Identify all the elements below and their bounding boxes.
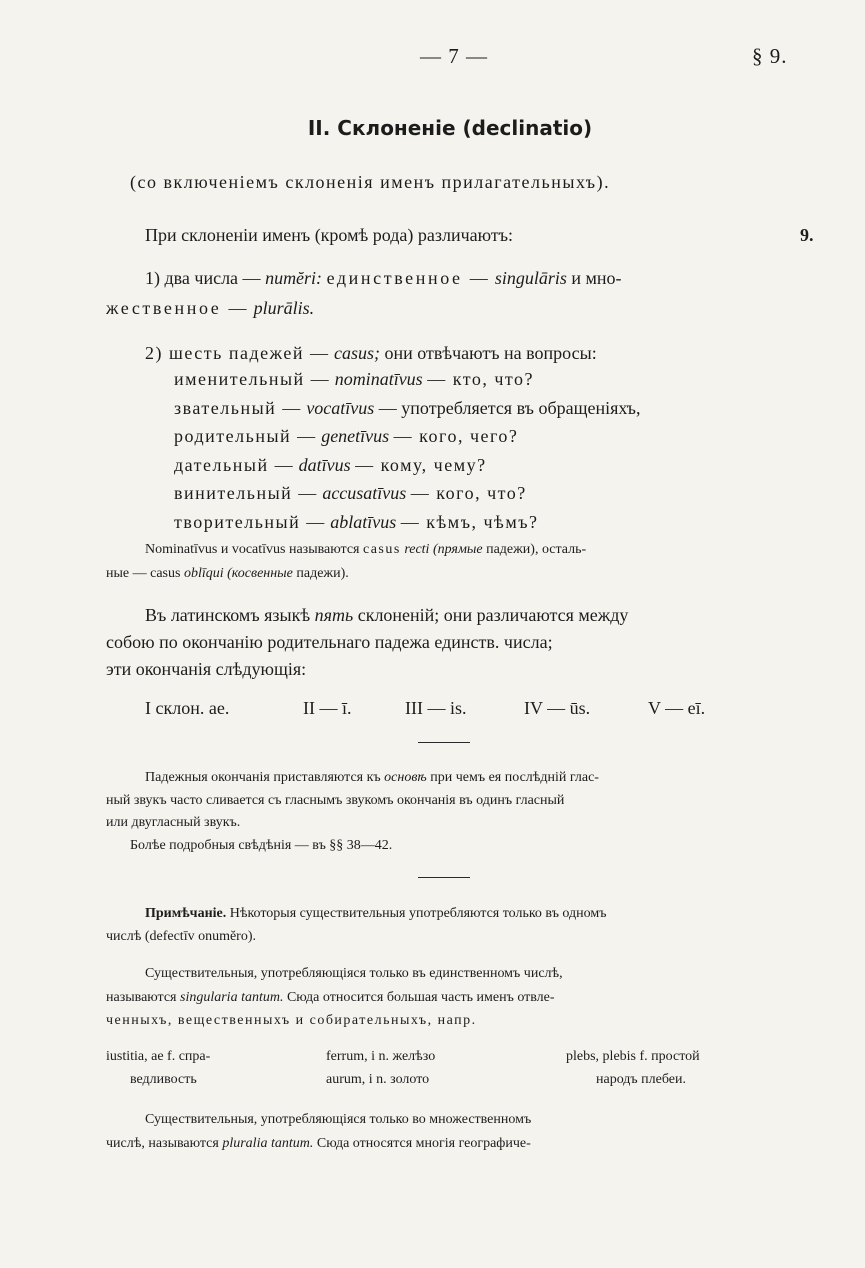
case-name-ru: винительный — [174, 483, 318, 503]
latin-term: oblīqui [183, 566, 224, 581]
five-text: склоненій; они различаются между [357, 605, 629, 625]
page-number: — 7 — [420, 44, 488, 68]
case-name-la: genetīvus [321, 426, 390, 446]
cases-text: они отвѣчаютъ на вопросы: [384, 343, 597, 363]
case-name-ru: звательный — [174, 397, 302, 418]
numbers-line-1 [145, 268, 622, 289]
pluralia-line-1: Существительныя, употребляющіяся только во множественномъ [145, 1112, 532, 1127]
emphasis: пять [314, 605, 354, 625]
latin-term: singulāris [494, 268, 567, 288]
case-name-la: accusatīvus [322, 483, 407, 503]
declension-5: V — eī. [648, 698, 706, 718]
endings-line-1 [145, 770, 599, 786]
example-3-line-1: plebs, plebis f. простой [566, 1049, 700, 1064]
declension-3: III — is. [405, 698, 467, 718]
five-text: Въ латинскомъ языкѣ [145, 605, 311, 625]
latin-term: plurālis. [253, 298, 315, 318]
five-line-3: эти окончанія слѣдующія: [106, 659, 307, 679]
declension-4: IV — ūs. [524, 698, 591, 718]
five-line-1 [145, 605, 628, 626]
cases-list [174, 365, 640, 536]
case-question: — кѣмъ, чѣмъ? [400, 511, 539, 532]
numbers-text: 1) два числа — [145, 268, 261, 288]
singularia-text: Сюда относится большая часть именъ отвле- [286, 990, 555, 1005]
chapter-title: II. Склоненіе (declinatio) [307, 116, 593, 140]
case-name-ru: родительный — [174, 426, 317, 446]
case-name-la: nominatīvus [334, 369, 423, 389]
note-text: Nominatīvus и vocatīvus называются [145, 542, 360, 557]
example-2-line-2: aurum, i n. золото [326, 1072, 430, 1087]
note-text: падежи). [296, 566, 349, 581]
endings-line-3: или двугласный звукъ. [106, 815, 241, 830]
case-question: — употребляется въ обращеніяхъ, [378, 397, 641, 418]
case-row [174, 365, 640, 394]
case-name-ru: творительный — [174, 511, 326, 532]
latin-term: recti [404, 542, 430, 557]
singularia-text: называются [106, 990, 177, 1005]
example-1-line-1: iustitia, ae f. спра- [106, 1049, 211, 1064]
case-question: — кто, что? [427, 369, 534, 389]
case-name-la: ablatīvus [330, 511, 397, 532]
declension-1: I склон. ae. [145, 698, 230, 718]
section-number: § 9. [752, 44, 788, 68]
divider [418, 742, 470, 743]
cases-text: 2) шесть падежей — [145, 343, 330, 363]
case-name-la: vocatīvus [306, 397, 375, 418]
pluralia-text: числѣ, называются [106, 1136, 219, 1151]
example-2-line-1: ferrum, i n. желѣзо [326, 1049, 436, 1064]
pluralia-line-2 [106, 1136, 531, 1152]
note-text: падежи), осталь- [486, 542, 587, 557]
case-question: — кого, чего? [393, 426, 519, 446]
remark-text: Нѣкоторыя существительныя употребляются только въ одномъ [229, 906, 607, 921]
case-name-la: datīvus [298, 454, 351, 475]
cases-heading [145, 343, 597, 364]
case-question: — кому, чему? [355, 454, 487, 475]
emphasis: основѣ [384, 770, 427, 785]
endings-line-4: Болѣе подробныя свѣдѣнія — въ §§ 38—42. [130, 838, 393, 853]
chapter-subtitle: (со включеніемъ склоненія именъ прилагательныхъ). [130, 172, 611, 192]
case-row [174, 451, 640, 480]
note-recti-line-1 [145, 542, 586, 558]
case-row [174, 479, 640, 508]
singularia-line-1: Существительныя, употребляющіяся только въ единственномъ числѣ, [145, 966, 563, 981]
case-row [174, 508, 640, 537]
latin-term: casus; [333, 343, 380, 363]
five-line-2: собою по окончанію родительнаго падежа единств. числа; [106, 632, 553, 652]
singularia-line-3: ченныхъ, вещественныхъ и собирательныхъ, напр. [106, 1013, 477, 1028]
case-question: — кого, что? [410, 483, 527, 503]
endings-line-2: ный звукъ часто сливается съ гласнымъ звукомъ окончанія въ одинъ гласный [106, 793, 565, 808]
latin-term: singularia tantum. [180, 990, 284, 1005]
numbers-text: жественное — [106, 298, 250, 318]
note-italic: (косвенные [227, 566, 293, 581]
example-3-line-2: народъ плебеи. [596, 1072, 687, 1087]
numbers-text: единственное — [326, 268, 491, 288]
intro-line: При склоненіи именъ (кромѣ рода) различаютъ: [145, 225, 514, 245]
remark-line-2: числѣ (defectīv onumĕro). [106, 929, 257, 944]
case-name-ru: именительный — [174, 369, 331, 389]
pluralia-text: Сюда относятся многія географиче- [316, 1136, 531, 1151]
declension-2: II — ī. [303, 698, 352, 718]
latin-term: numĕri: [265, 268, 323, 288]
numbers-line-2 [106, 298, 314, 319]
singularia-line-2 [106, 990, 555, 1006]
divider [418, 877, 470, 878]
note-italic: (прямые [432, 542, 483, 557]
note-text: ные — casus [106, 566, 181, 581]
remark-label: Примѣчаніе. [145, 906, 227, 921]
case-name-ru: дательный — [174, 454, 295, 475]
note-recti-line-2 [106, 566, 349, 582]
case-row [174, 394, 640, 423]
endings-text: Падежныя окончанія приставляются къ [145, 770, 381, 785]
numbers-text: и мно- [571, 268, 622, 288]
case-row [174, 422, 640, 451]
remark-line-1 [145, 906, 606, 922]
endings-text: при чемъ ея послѣдній глас- [430, 770, 599, 785]
latin-term: pluralia tantum. [222, 1136, 314, 1151]
note-text: casus [362, 542, 401, 557]
margin-number: 9. [800, 225, 814, 245]
example-1-line-2: ведливость [130, 1072, 197, 1087]
